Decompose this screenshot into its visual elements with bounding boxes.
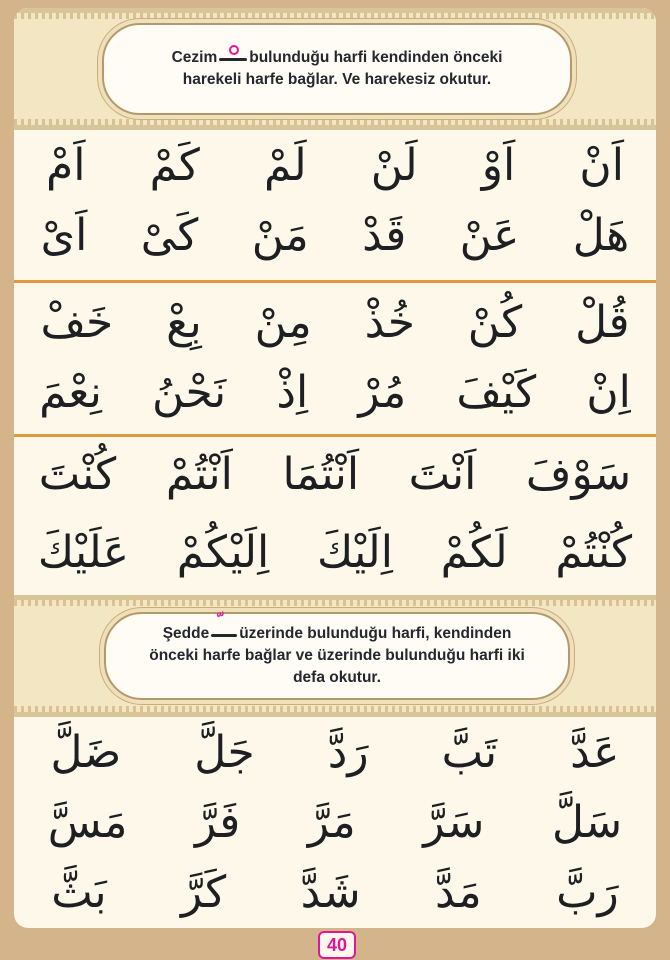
- page-number: 40: [318, 931, 356, 959]
- arabic-word: كَىْ: [140, 210, 199, 261]
- arabic-word: بِعْ: [166, 297, 202, 348]
- word-row: [14, 788, 656, 858]
- arabic-word: عَلَيْكَ: [37, 527, 130, 578]
- arabic-word: كَيْفَ: [456, 367, 537, 418]
- arabic-word: اَىْ: [40, 210, 88, 261]
- arabic-word: لَنْ: [370, 140, 418, 191]
- arabic-word: قُلْ: [575, 297, 630, 348]
- word-row: [14, 518, 656, 588]
- arabic-word: سَوْفَ: [525, 449, 632, 500]
- arabic-word: فَرَّ: [194, 797, 241, 848]
- arabic-word: مَرَّ: [307, 797, 356, 848]
- arabic-word: هَلْ: [572, 210, 630, 261]
- word-row: [14, 358, 656, 428]
- arabic-word: نِعْمَ: [39, 367, 102, 418]
- sukun-mark-icon: [219, 53, 247, 63]
- arabic-word: كُنْتُمْ: [555, 527, 633, 578]
- arabic-word: جَلَّ: [194, 727, 255, 778]
- instruction-term: Cezim: [171, 49, 218, 66]
- arabic-word: رَدَّ: [327, 727, 369, 778]
- arabic-word: اَوْ: [481, 140, 516, 191]
- instruction-body: üzerinde bulunduğu harfi, kendinden önceki harfe bağlar ve üzerinde bulunduğu harfi iki defa okutur.: [149, 625, 525, 686]
- arabic-word: لَمْ: [263, 140, 307, 191]
- arabic-word: كُنْتَ: [38, 449, 117, 500]
- instruction-body: bulunduğu harfi kendinden önceki harekeli harfe bağlar. Ve harekesiz okutur.: [182, 49, 503, 88]
- arabic-word: لَكُمْ: [440, 527, 508, 578]
- arabic-word: ضَلَّ: [50, 727, 122, 778]
- shadda-instruction-text: [147, 623, 527, 689]
- arabic-word: كُنْ: [467, 297, 523, 348]
- cezim-instruction-text: [147, 47, 527, 91]
- word-row: [14, 288, 656, 358]
- arabic-word: عَدَّ: [570, 727, 620, 778]
- section-divider: [14, 280, 656, 283]
- sukun-words-group-3: [14, 440, 656, 588]
- arabic-word: نَحْنُ: [152, 367, 227, 418]
- arabic-word: عَنْ: [459, 210, 520, 261]
- arabic-word: كَمْ: [149, 140, 200, 191]
- arabic-word: خَفْ: [40, 297, 114, 348]
- arabic-word: رَبَّ: [556, 867, 619, 918]
- arabic-word: مَنْ: [251, 210, 309, 261]
- sukun-words-group-2: [14, 288, 656, 428]
- arabic-word: اَنْ: [579, 140, 624, 191]
- arabic-word: اِذْ: [276, 367, 309, 418]
- arabic-word: خُذْ: [364, 297, 415, 348]
- word-row: [14, 718, 656, 788]
- arabic-word: اَنْتُمَا: [282, 449, 360, 500]
- instruction-banner-cezim: [14, 8, 656, 130]
- instruction-banner-shadda: [14, 595, 656, 717]
- arabic-word: سَلَّ: [551, 797, 623, 848]
- instruction-frame: [102, 23, 572, 115]
- word-row: [14, 440, 656, 510]
- arabic-word: اَمْ: [46, 140, 86, 191]
- arabic-word: اِنْ: [586, 367, 631, 418]
- arabic-word: تَبَّ: [441, 727, 498, 778]
- word-row: [14, 858, 656, 928]
- arabic-word: اِلَيْكُمْ: [176, 527, 270, 578]
- arabic-word: كَرَّ: [181, 867, 227, 918]
- arabic-word: اِلَيْكَ: [316, 527, 393, 578]
- shadda-mark-icon: [211, 629, 237, 639]
- word-row: [14, 201, 656, 271]
- arabic-word: اَنْتُمْ: [165, 449, 233, 500]
- word-row: [14, 131, 656, 201]
- arabic-word: مَسَّ: [47, 797, 128, 848]
- arabic-word: بَثَّ: [51, 867, 107, 918]
- section-divider: [14, 434, 656, 437]
- arabic-word: سَرَّ: [423, 797, 485, 848]
- arabic-word: قَدْ: [362, 210, 407, 261]
- instruction-frame: [104, 612, 570, 700]
- arabic-word: شَدَّ: [300, 867, 361, 918]
- sukun-words-group-1: [14, 131, 656, 271]
- arabic-word: مُرْ: [358, 367, 407, 418]
- arabic-word: اَنْتَ: [408, 449, 477, 500]
- workbook-page: [14, 8, 656, 928]
- shadda-words-group: [14, 718, 656, 928]
- instruction-term: Şedde: [162, 625, 210, 642]
- arabic-word: مِنْ: [254, 297, 312, 348]
- arabic-word: مَدَّ: [435, 867, 482, 918]
